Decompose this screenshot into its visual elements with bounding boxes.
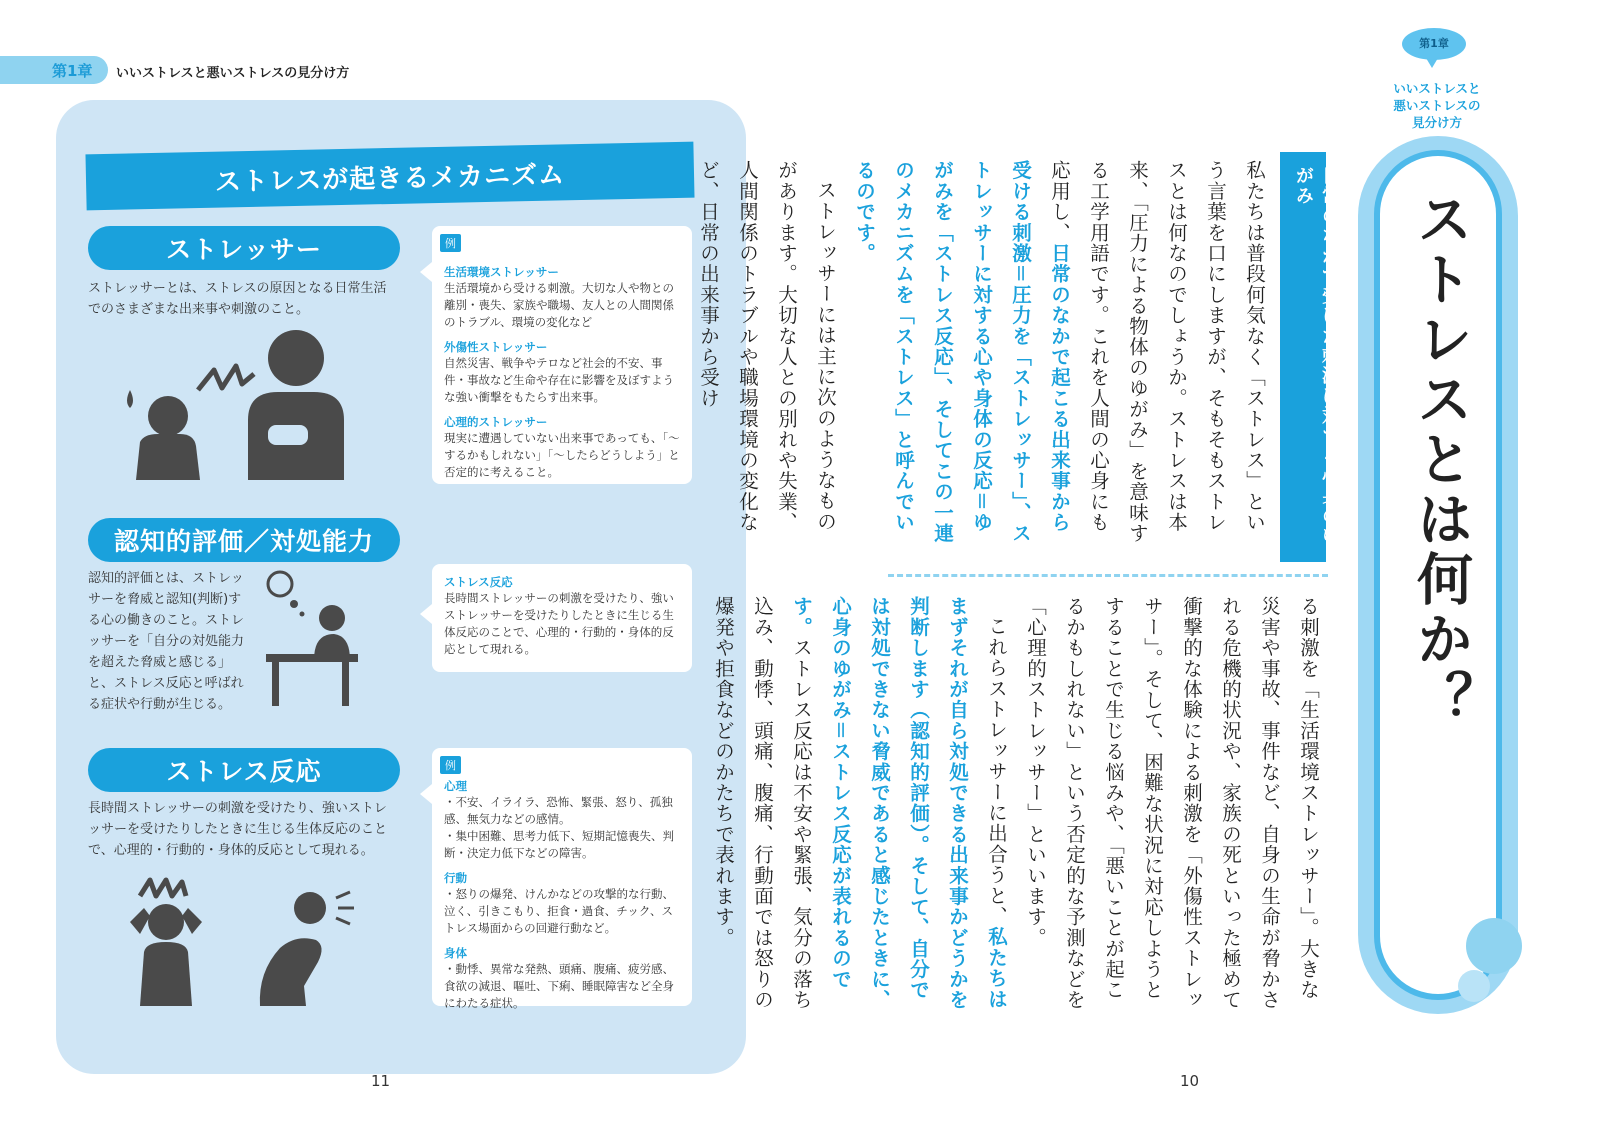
stressor-item-text: 現実に遭遇していない出来事であっても、「〜するかもしれない」「〜したらどうしよう」と否定的に考えること。 bbox=[444, 431, 680, 479]
cognitive-heading: 認知的評価／対処能力 bbox=[113, 527, 374, 556]
stressor-item-text: 自然災害、戦争やテロなど社会的不安、事件・事故など生命や存在に影響を及ぼすような強い衝撃をもたらす出来事。 bbox=[444, 356, 674, 404]
reaction-heading: ストレス反応 bbox=[166, 757, 322, 786]
stressor-heading-pill bbox=[88, 226, 400, 270]
card-pointer bbox=[420, 262, 432, 282]
stress-reaction-card-text: 長時間ストレッサーの刺激を受けたり、強いストレッサーを受けたりしたときに生じる生体反応のことで、心理的・行動的・身体的反応として現れる。 bbox=[444, 591, 674, 656]
stressor-item-title: 外傷性ストレッサー bbox=[444, 340, 548, 354]
body-text-lower bbox=[712, 596, 1328, 1016]
reaction-group-line: ・集中困難、思考力低下、短期記憶喪失、判断・決定力低下などの障害。 bbox=[444, 829, 674, 860]
right-page-number: 10 bbox=[1180, 1072, 1200, 1090]
chapter-label: 第1章 bbox=[52, 62, 93, 80]
reaction-group-title: 身体 bbox=[444, 946, 467, 960]
decorative-circle bbox=[1458, 970, 1490, 1002]
nav-chapter-label: 第1章 bbox=[1419, 37, 1449, 50]
body-emphasis: 日常のなかで起こる出来事から受ける刺激＝圧力を「ストレッサー」、ストレッサーに対する心や身体の反応＝ゆがみを「ストレス反応」、そしてこの一連のメカニズムを「ストレス」と呼んでいるのです。 bbox=[853, 160, 1071, 544]
body-paragraph: ストレッサーには主に次のようなものがあります。大切な人との別れや失業、人間関係のトラブルや職場環境の変化など、日常の出来事から受け bbox=[697, 160, 837, 533]
nav-bubble-tail bbox=[1426, 58, 1438, 68]
reaction-group-line: ・不安、イライラ、恐怖、緊張、怒り、孤独感、無気力などの感情。 bbox=[444, 795, 673, 826]
stress-reaction-card-title: ストレス反応 bbox=[444, 575, 513, 589]
body-paragraph: る刺激を「生活環境ストレッサー」。大きな災害や事故、事件など、自身の生命が脅かされる危機的状況や、家族の死といった極めて衝撃的な体験による刺激を「外傷性ストレッサー」。そして、困難な状況に対応しようとすることで生じる悩みや、「悪いことが起こるかもしれない」という否定的な予測などを「心理的ストレッサー」といいます。 bbox=[1024, 596, 1320, 1010]
page-title: ストレスとは何か？ bbox=[1408, 190, 1473, 730]
thinking-person-at-desk-icon bbox=[262, 570, 372, 710]
cognitive-description: 認知的評価とは、ストレッサーを脅威と認知(判断)する心の働きのこと。ストレッサーを「自分の対処能力を超えた脅威と感じる」と、ストレス反応と呼ばれる症状や行動が生じる。 bbox=[88, 571, 245, 712]
chapter-tab bbox=[0, 56, 108, 84]
chapter-nav-text bbox=[1374, 80, 1500, 131]
card-pointer bbox=[420, 604, 432, 624]
card-pointer bbox=[420, 784, 432, 804]
reaction-group-line: ・動悸、異常な発熱、頭痛、腹痛、疲労感、食欲の減退、嘔吐、下痢、睡眠障害など全身にわたる症状。 bbox=[444, 962, 674, 1010]
section-divider bbox=[888, 574, 1328, 577]
nav-text-line: 悪いストレスの bbox=[1393, 98, 1481, 113]
mechanism-title: ストレスが起きるメカニズム bbox=[214, 159, 566, 198]
stressor-item-title: 心理的ストレッサー bbox=[444, 415, 548, 429]
nav-text-line: 見分け方 bbox=[1411, 115, 1462, 130]
nav-text-line: いいストレスと bbox=[1393, 81, 1481, 96]
body-emphasis: 私たちはまずそれが自ら対処できる出来事かどうかを判断します（認知的評価）。そして、自分では対処できない脅威であると感じたときに、心身のゆがみ＝ストレス反応が表れるのです。 bbox=[790, 596, 1008, 1010]
left-page-number: 11 bbox=[371, 1072, 391, 1090]
stressor-item-text: 生活環境から受ける刺激。大切な人や物との離別・喪失、家族や職場、友人との人間関係のトラブル、環境の変化など bbox=[444, 281, 674, 329]
example-tag: 例 bbox=[440, 756, 461, 774]
body-paragraph: これらストレッサーに出合うと、 bbox=[985, 616, 1008, 927]
decorative-circle bbox=[1466, 918, 1522, 974]
stressor-description: ストレッサーとは、ストレスの原因となる日常生活でのさまざまな出来事や刺激のこと。 bbox=[88, 281, 387, 317]
reaction-group-title: 心理 bbox=[444, 779, 467, 793]
reaction-description: 長時間ストレッサーの刺激を受けたり、強いストレッサーを受けたりしたときに生じる生体反応のことで、心理的・行動的・身体的反応として現れる。 bbox=[88, 801, 388, 858]
reaction-examples-card bbox=[432, 748, 692, 1010]
stressor-heading: ストレッサー bbox=[166, 235, 322, 264]
subheading: 日常のなかで受けた刺激に対する心身のゆがみ bbox=[1293, 166, 1340, 546]
body-paragraph: 私たちは普段何気なく「ストレス」という言葉を口にしますが、そもそもストレスとは何なのでしょうか。ストレスは本来、「圧力による物体のゆがみ」を意味する工学用語です。これを人間の心身にも応用し、 bbox=[1048, 160, 1266, 544]
chapter-nav-bubble bbox=[1402, 28, 1466, 60]
cognitive-heading-pill bbox=[88, 518, 400, 562]
stressor-examples-card bbox=[432, 226, 692, 484]
reaction-group-title: 行動 bbox=[444, 871, 467, 885]
subheading-banner bbox=[1280, 152, 1340, 562]
body-text-upper bbox=[697, 160, 1274, 550]
body-paragraph: ストレス反応は不安や緊張、気分の落ち込み、動悸、頭痛、腹痛、行動面では怒りの爆発や拒食などのかたちで表れます。 bbox=[712, 596, 813, 1011]
stressed-and-crying-people-icon bbox=[110, 876, 370, 1012]
stress-reaction-card bbox=[432, 564, 692, 672]
example-tag: 例 bbox=[440, 234, 461, 252]
reaction-group-line: ・怒りの爆発、けんかなどの攻撃的な行動、泣く、引きこもり、拒食・過食、チック、ストレス場面からの回避行動など。 bbox=[444, 887, 674, 935]
stressor-item-title: 生活環境ストレッサー bbox=[444, 265, 559, 279]
angry-adult-child-icon bbox=[118, 330, 368, 490]
reaction-heading-pill bbox=[88, 748, 400, 792]
chapter-title: いいストレスと悪いストレスの見分け方 bbox=[116, 66, 350, 81]
